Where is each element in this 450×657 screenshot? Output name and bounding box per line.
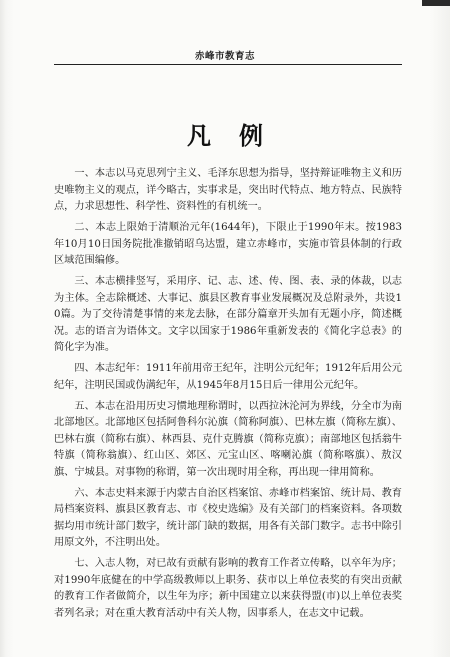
paragraph-5: 五、本志在沿用历史习惯地理称谓时，以西拉沐沦河为界线，分全市为南北部地区。北部地区包括阿鲁科尔沁旗（简称阿旗）、巴林左旗（简称左旗）、巴林右旗（简称右旗）、林西县、克什克腾旗（简称克旗）；南部地区包括翁牛特旗（简称翁旗）、红山区、郊区、元宝山区、喀喇沁旗（简称喀旗）、敖汉旗、宁城县。对事物的称谓，第一次出现时用全称，再出现一律用简称。	[54, 400, 402, 478]
paragraph-1: 一、本志以马克思列宁主义、毛泽东思想为指导，坚持辩证唯物主义和历史唯物主义的观点，详今略古，实事求是，突出时代特点、地方特点、民族特点，力求思想性、科学性、资料性的有机统一。	[54, 168, 402, 212]
paragraph-2: 二、本志上限始于清顺治元年(1644年)，下限止于1990年末。按1983年10月10日国务院批准撤销昭乌达盟，建立赤峰市，实施市管县体制的行政区域范围编修。	[54, 222, 402, 266]
running-header: 赤峰市教育志	[194, 51, 255, 62]
body-text	[54, 166, 402, 627]
paragraph-4: 四、本志纪年：1911年前用帝王纪年，注明公元纪年；1912年后用公元纪年，注明民国或伪满纪年，从1945年8月15日后一律用公元纪年。	[54, 363, 402, 391]
header-rule	[54, 64, 402, 65]
page-title: 凡例	[187, 121, 291, 150]
paragraph-6: 六、本志史料来源于内蒙古自治区档案馆、赤峰市档案馆、统计局、教育局档案资料、旗县区教育志、市《校史选编》及有关部门的档案资料。各项数据均用市统计部门数字，统计部门缺的数据，用各有关部门数字。志书中除引用原文外，不注明出处。	[54, 487, 402, 548]
paragraph-7: 七、入志人物，对已故有贡献有影响的教育工作者立传略，以卒年为序；对1990年底健在的中学高级教师以上职务、获市以上单位表奖的有突出贡献的教育工作者做简介，以生年为序；新中国建立以来获得盟(市)以上单位表奖者列名录；对在重大教育活动中有关人物，因事系人，在志文中记载。	[54, 558, 402, 619]
paragraph-3: 三、本志横排竖写，采用序、记、志、述、传、图、表、录的体裁，以志为主体。全志除概述、大事记、旗县区教育事业发展概况及总附录外，共设10篇。为了交待清楚事情的来龙去脉，在部分篇章开头加有无题小序，简述概况。志的语言为语体文。文字以国家于1986年重新发表的《简化字总表》的简化字为准。	[54, 276, 402, 353]
corner-mark	[422, 0, 450, 6]
